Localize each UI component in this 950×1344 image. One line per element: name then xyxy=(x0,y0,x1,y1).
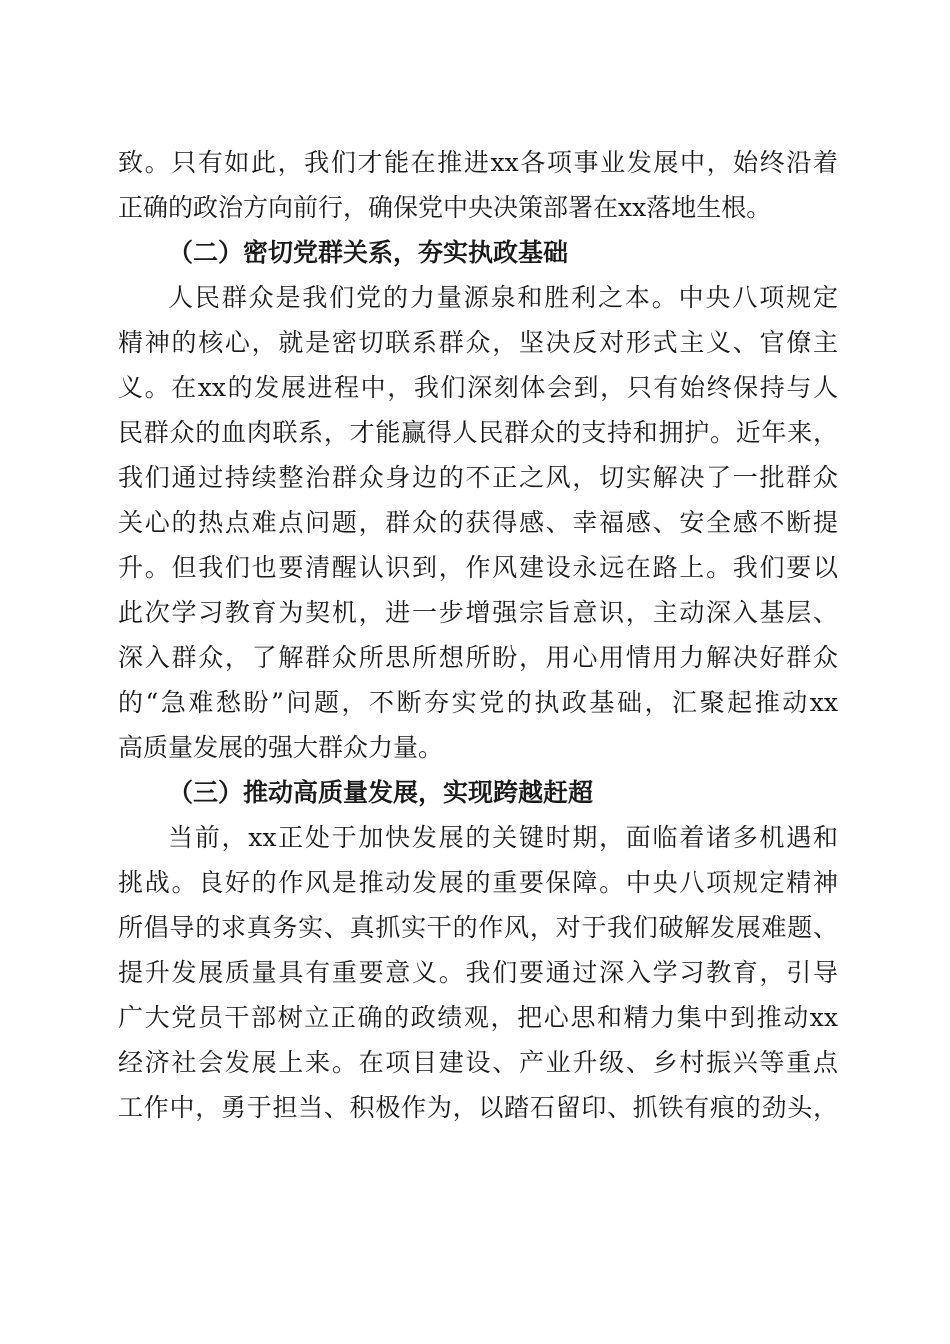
paragraph-1-line-2: 正确的政治方向前行，确保党中央决策部署在xx落地生根。 xyxy=(118,193,772,222)
paragraph-2-line-4: 民群众的血肉联系，才能赢得人民群众的支持和拥护。近年来， xyxy=(118,418,838,447)
paragraph-3-line-7: 工作中，勇于担当、积极作为，以踏石留印、抓铁有痕的劲头， xyxy=(118,1093,838,1122)
paragraph-1-line-1: 致。只有如此，我们才能在推进xx各项事业发展中，始终沿着 xyxy=(118,148,838,177)
paragraph-2-line-7: 升。但我们也要清醒认识到，作风建设永远在路上。我们要以 xyxy=(118,553,838,582)
paragraph-2-line-3: 义。在xx的发展进程中，我们深刻体会到，只有始终保持与人 xyxy=(118,373,838,402)
paragraph-3-line-3: 所倡导的求真务实、真抓实干的作风，对于我们破解发展难题、 xyxy=(118,913,838,942)
paragraph-2-line-1: 人民群众是我们党的力量源泉和胜利之本。中央八项规定 xyxy=(168,283,838,312)
paragraph-2-line-9: 深入群众，了解群众所思所想所盼，用心用情用力解决好群众 xyxy=(118,643,838,672)
paragraph-3-line-4: 提升发展质量具有重要意义。我们要通过深入学习教育，引导 xyxy=(118,958,838,987)
section-heading-2: （二）密切党群关系，夯实执政基础 xyxy=(168,238,569,267)
paragraph-2-line-6: 关心的热点难点问题，群众的获得感、幸福感、安全感不断提 xyxy=(118,508,838,537)
paragraph-2-line-2: 精神的核心，就是密切联系群众，坚决反对形式主义、官僚主 xyxy=(118,328,838,357)
paragraph-3-line-2: 挑战。良好的作风是推动发展的重要保障。中央八项规定精神 xyxy=(118,868,838,897)
paragraph-2-line-5: 我们通过持续整治群众身边的不正之风，切实解决了一批群众 xyxy=(118,463,838,492)
section-heading-3: （三）推动高质量发展，实现跨越赶超 xyxy=(168,778,594,807)
paragraph-3-line-5: 广大党员干部树立正确的政绩观，把心思和精力集中到推动xx xyxy=(118,1003,838,1032)
paragraph-2-line-11: 高质量发展的强大群众力量。 xyxy=(118,733,444,762)
paragraph-2-line-10: 的“急难愁盼”问题，不断夯实党的执政基础，汇聚起推动xx xyxy=(118,688,838,717)
paragraph-3-line-1: 当前，xx正处于加快发展的关键时期，面临着诸多机遇和 xyxy=(168,823,838,852)
paragraph-2-line-8: 此次学习教育为契机，进一步增强宗旨意识，主动深入基层、 xyxy=(118,598,838,627)
paragraph-3-line-6: 经济社会发展上来。在项目建设、产业升级、乡村振兴等重点 xyxy=(118,1048,838,1077)
